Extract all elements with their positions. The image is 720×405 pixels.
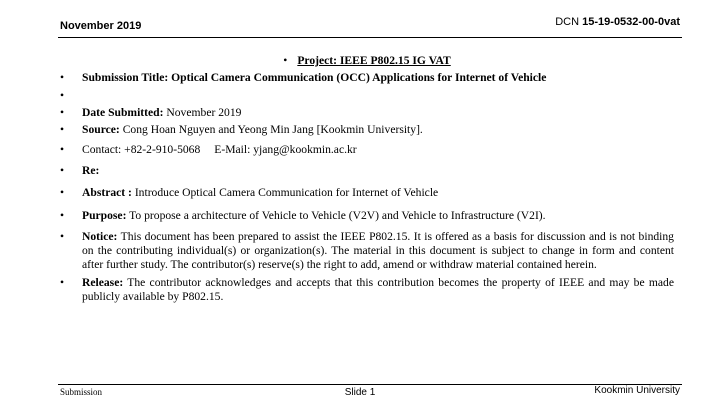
dcn-prefix: DCN xyxy=(555,16,580,28)
date-submitted-label: Date Submitted: xyxy=(82,105,164,119)
bullet: • xyxy=(60,275,65,289)
abstract-label: Abstract : xyxy=(82,186,132,200)
abstract-value: Introduce Optical Camera Communication for Internet of Vehicle xyxy=(134,186,439,200)
header-divider xyxy=(58,37,682,38)
submission-title-item xyxy=(60,71,674,85)
header-dcn xyxy=(555,16,680,28)
bullet: • xyxy=(60,209,65,223)
notice-value: This document has been prepared to assist the IEEE P802.15. It is offered as a basis for discussion and is not binding on the contributing individual(s) or organization(s). The material in this document is subject to change in form and content after further study. The contributor(s) reserve(s) the right to add, amend or withdraw material contained herein. xyxy=(82,229,674,272)
source-value: Cong Hoan Nguyen and Yeong Min Jang [Kookmin University]. xyxy=(122,123,423,137)
header-date: November 2019 xyxy=(60,20,142,32)
purpose-value: To propose a architecture of Vehicle to Vehicle (V2V) and Vehicle to Infrastructure (V2I). xyxy=(129,209,546,223)
bullet: • xyxy=(60,143,65,157)
footer-organization: Kookmin University xyxy=(594,385,680,396)
abstract-item xyxy=(60,186,674,200)
notice-item xyxy=(60,230,674,273)
release-value: The contributor acknowledges and accepts that this contribution becomes the property of IEEE and may be made publicly available by P802.15. xyxy=(82,275,674,303)
date-submitted-item xyxy=(60,106,674,120)
re-item xyxy=(60,164,674,178)
contact-item xyxy=(60,143,674,157)
bullet: • xyxy=(283,54,288,67)
release-label: Release: xyxy=(82,275,124,289)
purpose-label: Purpose: xyxy=(82,209,127,223)
dcn-number: 15-19-0532-00-0vat xyxy=(582,16,680,28)
project-title: Project: IEEE P802.15 IG VAT xyxy=(297,54,451,67)
footer-divider xyxy=(58,384,682,385)
bullet: • xyxy=(60,123,65,137)
contact-email: E-Mail: yjang@kookmin.ac.kr xyxy=(214,143,357,157)
bullet: • xyxy=(60,88,65,102)
purpose-item xyxy=(60,209,674,223)
source-item xyxy=(60,123,674,137)
submission-title-label: Submission Title: xyxy=(82,71,169,85)
bullet: • xyxy=(60,163,65,177)
contact-phone: Contact: +82-2-910-5068 xyxy=(82,143,201,157)
bullet: • xyxy=(60,105,65,119)
notice-label: Notice: xyxy=(82,229,118,243)
project-line xyxy=(60,54,674,68)
bullet: • xyxy=(60,229,65,243)
source-label: Source: xyxy=(82,123,120,137)
submission-title-value: Optical Camera Communication (OCC) Applications for Internet of Vehicle xyxy=(171,71,547,85)
date-submitted-value: November 2019 xyxy=(166,105,242,119)
bullet: • xyxy=(60,71,65,85)
slide-number: Slide 1 xyxy=(344,387,376,398)
footer-submission: Submission xyxy=(60,387,103,397)
release-item xyxy=(60,276,674,305)
re-label: Re: xyxy=(82,163,100,177)
empty-item xyxy=(60,89,674,103)
document-body xyxy=(60,54,674,304)
bullet: • xyxy=(60,186,65,200)
